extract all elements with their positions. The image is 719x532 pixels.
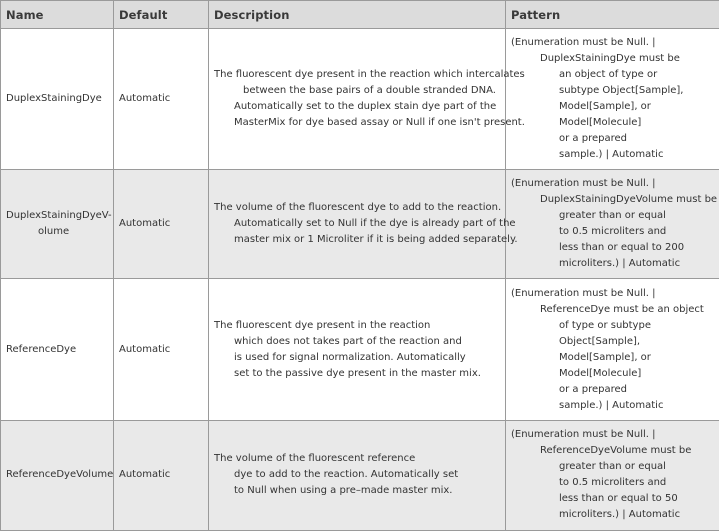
header-description: Description <box>209 1 506 29</box>
header-default: Default <box>114 1 209 29</box>
description-line: The volume of the fluorescent dye to add to the reaction. <box>214 202 502 214</box>
description-line: to Null when using a pre–made master mix. <box>234 485 453 497</box>
description-line: set to the passive dye present in the master mix. <box>234 367 481 379</box>
description-line: between the base pairs of a double stranded DNA. <box>243 85 496 97</box>
description-line: which does not takes part of the reaction and <box>234 335 462 347</box>
pattern-line: (Enumeration must be Null. | <box>511 37 656 49</box>
pattern-line: Model[Molecule] <box>559 367 642 379</box>
option-description <box>209 279 506 420</box>
pattern-line: greater than or equal <box>559 210 666 222</box>
option-name-continued: olume <box>38 226 70 238</box>
option-pattern <box>506 279 719 420</box>
pattern-line: DuplexStainingDye must be <box>540 53 680 65</box>
pattern-line: less than or equal to 50 <box>559 493 678 505</box>
pattern-line: ReferenceDye must be an object <box>540 303 704 315</box>
pattern-line: microliters.) | Automatic <box>559 258 681 270</box>
option-default: Automatic <box>114 420 209 530</box>
option-default: Automatic <box>114 170 209 279</box>
option-default: Automatic <box>114 29 209 170</box>
description-line: Automatically set to Null if the dye is already part of the <box>234 218 516 230</box>
pattern-line: (Enumeration must be Null. | <box>511 178 656 190</box>
description-line: The volume of the fluorescent reference <box>214 453 416 465</box>
option-name-cell <box>1 420 114 530</box>
pattern-line: greater than or equal <box>559 461 666 473</box>
pattern-line: to 0.5 microliters and <box>559 477 667 489</box>
pattern-line: sample.) | Automatic <box>559 399 664 411</box>
header-row <box>1 1 719 29</box>
pattern-line: subtype Object[Sample], <box>559 85 684 97</box>
pattern-line: Model[Molecule] <box>559 117 642 129</box>
option-pattern <box>506 420 719 530</box>
pattern-line: Model[Sample], or <box>559 351 651 363</box>
option-description <box>209 29 525 170</box>
option-name-cell <box>1 170 114 279</box>
option-name: DuplexStainingDyeV- <box>6 210 112 222</box>
pattern-line: to 0.5 microliters and <box>559 226 667 238</box>
header-name: Name <box>1 1 114 29</box>
option-name: ReferenceDye <box>6 343 77 355</box>
option-pattern <box>506 170 719 279</box>
pattern-line: sample.) | Automatic <box>559 149 664 161</box>
header-pattern: Pattern <box>506 1 719 29</box>
pattern-line: (Enumeration must be Null. | <box>511 287 656 299</box>
description-line: Automatically set to the duplex stain dye part of the <box>234 101 497 113</box>
option-name: DuplexStainingDye <box>6 93 102 105</box>
option-pattern <box>506 29 719 170</box>
pattern-line: or a prepared <box>559 133 627 145</box>
option-default: Automatic <box>114 279 209 420</box>
table-row <box>1 29 719 170</box>
table-row <box>1 420 719 530</box>
pattern-line: less than or equal to 200 <box>559 242 685 254</box>
pattern-line: microliters.) | Automatic <box>559 509 681 521</box>
option-description <box>209 170 518 279</box>
pattern-line: ReferenceDyeVolume must be <box>540 445 692 457</box>
pattern-line: DuplexStainingDyeVolume must be <box>540 194 718 206</box>
pattern-line: Object[Sample], <box>559 335 641 347</box>
pattern-line: an object of type or <box>559 69 658 81</box>
option-name-cell <box>1 279 114 420</box>
table-row <box>1 170 719 279</box>
option-name-cell <box>1 29 114 170</box>
description-line: is used for signal normalization. Automatically <box>234 351 466 363</box>
table-row <box>1 279 719 420</box>
pattern-line: of type or subtype <box>559 319 651 331</box>
description-line: MasterMix for dye based assay or Null if one isn't present. <box>234 117 525 129</box>
description-line: dye to add to the reaction. Automatically set <box>234 469 459 481</box>
pattern-line: Model[Sample], or <box>559 101 651 113</box>
pattern-line: or a prepared <box>559 383 627 395</box>
option-name: ReferenceDyeVolume <box>6 469 114 481</box>
description-line: The fluorescent dye present in the reaction which intercalates <box>214 69 525 81</box>
pattern-line: (Enumeration must be Null. | <box>511 429 656 441</box>
option-description <box>209 420 506 530</box>
description-line: master mix or 1 Microliter if it is being added separately. <box>234 234 518 246</box>
description-line: The fluorescent dye present in the reaction <box>214 319 431 331</box>
